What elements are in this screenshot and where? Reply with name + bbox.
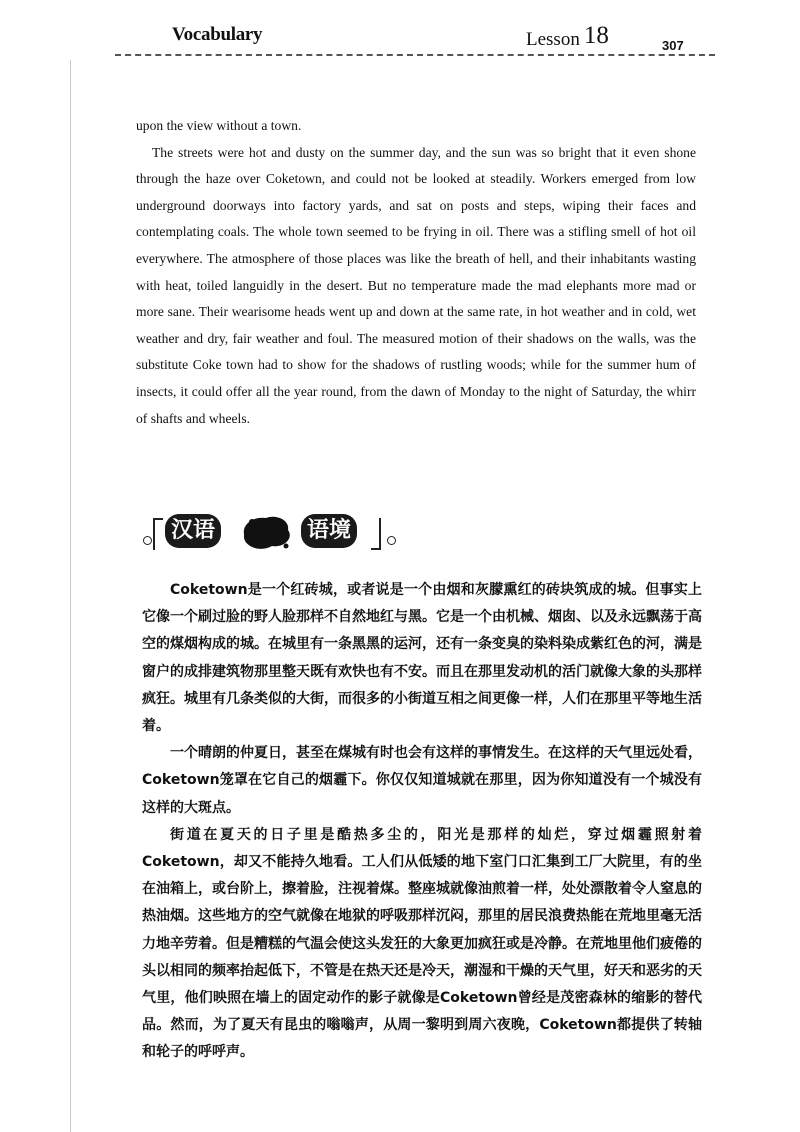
- ink-splash-icon: [238, 512, 294, 552]
- english-paragraph: The streets were hot and dusty on the summer day, and the sun was so bright that it even shone through the haze over Coketown, and could not be looked at steadily. Workers emerged from low underground doorways into factory yards, and sat on posts and steps, wiping their faces and contemplating coals. The whole town seemed to be frying in oil. There was a stifling smell of hot oil everywhere. The atmosphere of those places was like the breath of hell, and their inhabitants wasting with heat, toiled languidly in the desert. But no temperature made the mad elephants more mad or more sane. Their wearisome heads went up and down at the same rate, in hot weather and in cold, wet weather and dry, fair weather and foul. The measured motion of their shadows on the walls, was the substitute Coke town had to show for the shadows of rustling woods; while for the summer hum of insects, it could offer all the year round, from the dawn of Monday to the night of Saturday, the whirr of shafts and wheels.: [136, 144, 696, 426]
- running-header: [130, 18, 690, 58]
- chinese-paragraph: 街道在夏天的日子里是酷热多尘的，阳光是那样的灿烂，穿过烟霾照射着Coketown，却又不能持久地看。工人们从低矮的地下室门口汇集到工厂大院里，有的坐在油箱上，或台阶上，擦着脸，注视着煤。整座城就像油煎着一样，处处漂散着令人窒息的热油烟。这些地方的空气就像在地狱的呼吸那样沉闷，那里的居民浪费热能在荒地里毫无活力地辛劳着。但是糟糕的气温会使这头发狂的大象更加疯狂或是冷静。在荒地里他们疲倦的头以相同的频率抬起低下，不管是在热天还是冷天，潮湿和干燥的天气里，好天和恶劣的天气里，他们映照在墙上的固定动作的影子就像是Coketown曾经是茂密森林的缩影的替代品。然而，为了夏天有昆虫的嗡嗡声，从周一黎明到周六夜晚，Coketown都提供了转轴和轮子的呼呼声。: [142, 826, 702, 1061]
- banner-label-left: 汉语: [165, 514, 221, 548]
- banner-dot-right: [387, 536, 396, 545]
- english-paragraph: upon the view without a town.: [136, 118, 302, 133]
- lesson-word: Lesson: [526, 29, 580, 50]
- banner-dot-left: [143, 536, 152, 545]
- chinese-paragraph: 一个晴朗的仲夏日，甚至在煤城有时也会有这样的事情发生。在这样的天气里远处看，Coketown笼罩在它自己的烟霾下。你仅仅知道城就在那里，因为你知道没有一个城没有这样的大斑点。: [142, 745, 702, 816]
- section-title: Vocabulary: [172, 24, 263, 45]
- lesson-label: [526, 24, 609, 52]
- page-number: 307: [662, 38, 684, 53]
- lesson-number: 18: [583, 22, 609, 49]
- chinese-context-banner: [143, 512, 403, 552]
- chinese-paragraph: Coketown是一个红砖城，或者说是一个由烟和灰朦熏红的砖块筑成的城。但事实上它像一个刷过脸的野人脸那样不自然地红与黑。它是一个由机械、烟囱、以及永远飘荡于高空的煤烟构成的城。在城里有一条黑黑的运河，还有一条变臭的染料染成紫红色的河，满是窗户的成排建筑物那里整天既有欢快也有不安。而且在那里发动机的活门就像大象的头那样疯狂。城里有几条类似的大街，而很多的小街道互相之间更像一样，人们在那里平等地生活着。: [142, 582, 702, 735]
- banner-bracket-left: [153, 518, 163, 550]
- header-divider: [115, 54, 715, 56]
- chinese-translation: [142, 577, 702, 1067]
- page-margin-line: [70, 60, 71, 1132]
- english-passage: [136, 113, 696, 432]
- banner-bracket-right: [371, 518, 381, 550]
- banner-label-right: 语境: [301, 514, 357, 548]
